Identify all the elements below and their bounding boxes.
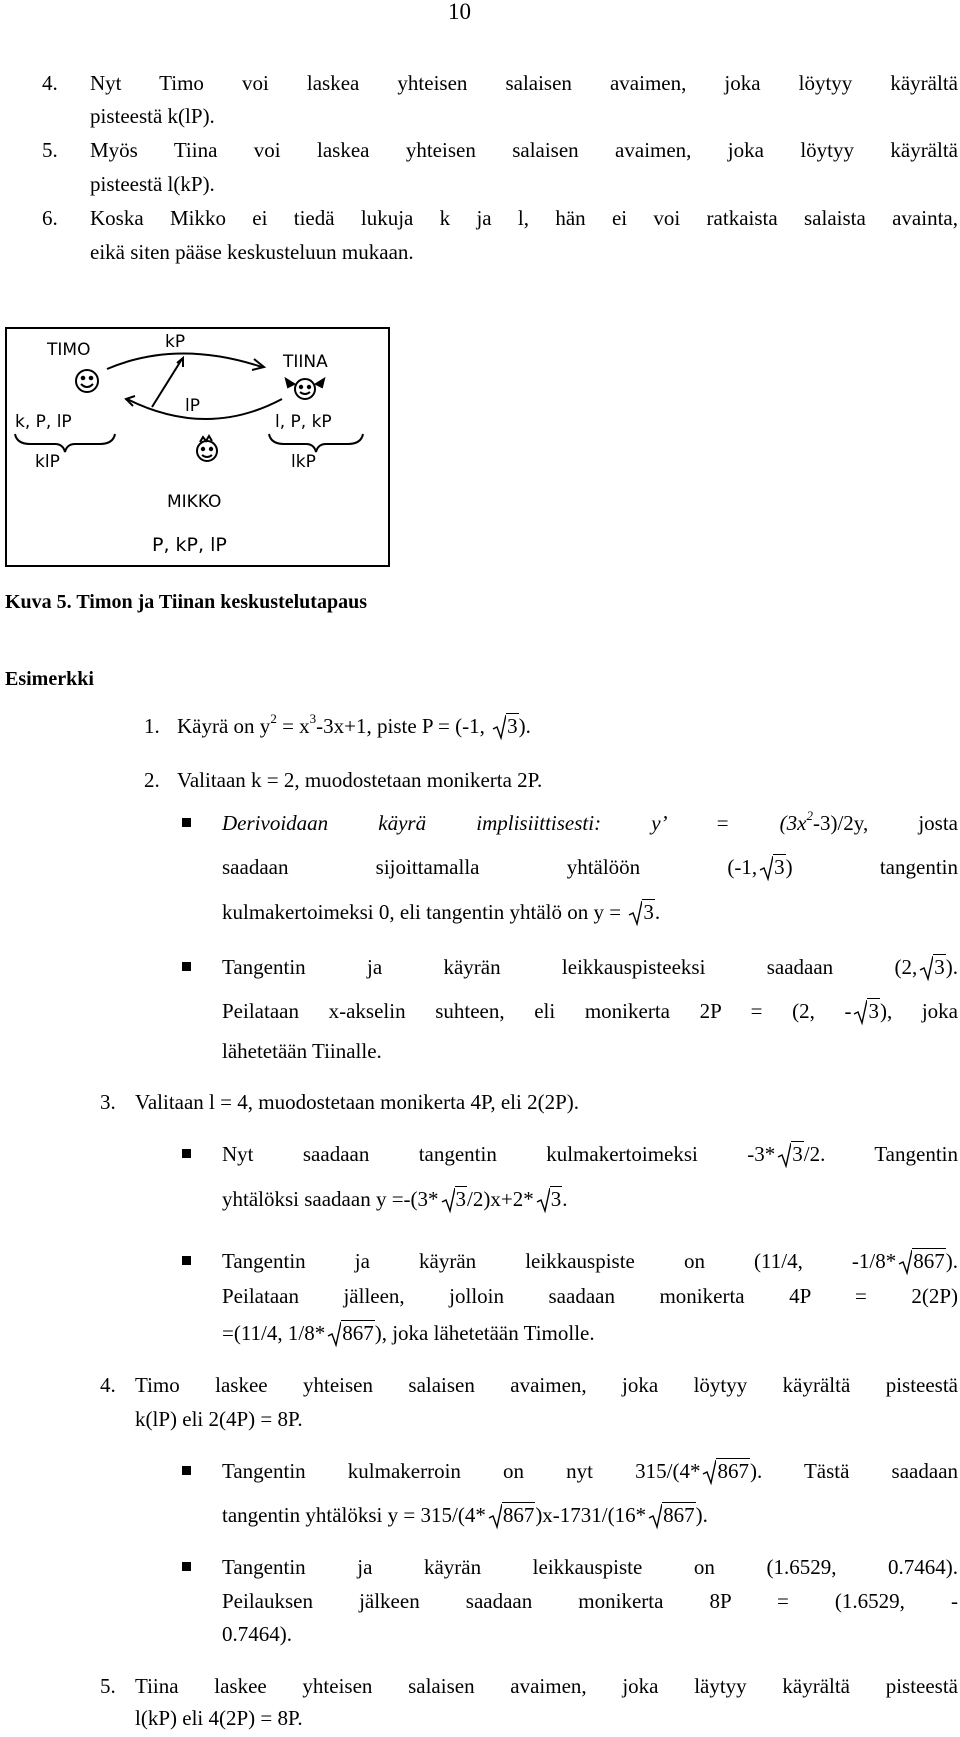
tiina-face-icon [295,379,315,399]
bullet-text: Tangentin ja käyrän leikkauspisteeksi saadaan (2, 3). [222,955,958,979]
tiina-knowledge: l, P, kP [275,412,332,432]
sqrt-symbol: 3 [536,1189,563,1210]
tiina-brace-icon [269,434,363,452]
bullet-text: 0.7464). [222,1622,292,1646]
step-text: Käyrä on $y^2 = x^3-3x+1$, piste P = (-1, 3). [177,711,531,738]
bullet-text: kulmakertoimeksi 0, eli tangentin yhtälö on y = 3. [222,900,661,924]
step-text: Valitaan k = 2, muodostetaan monikerta 2P. [177,768,543,792]
bullet-text: Peilataan jälleen, jolloin saadaan monikerta 4P = 2(2P) [222,1284,958,1308]
step-number: 4. [100,1373,116,1397]
step-number: 5. [100,1674,116,1698]
tiina-label: TIINA [283,352,328,372]
step-number: 1. [144,714,160,738]
bullet-text: Tangentin ja käyrän leikkauspiste on (1.6529, 0.7464). [222,1555,958,1579]
sqrt-symbol: 3 [441,1189,468,1210]
step-number: 2. [144,768,160,792]
figure-sketch [5,327,390,567]
bullet-text: Nyt saadaan tangentin kulmakertoimeksi -3* 3/2. Tangentin [222,1142,958,1166]
timo-face-icon [76,370,98,392]
sqrt-symbol: 867 [702,1461,750,1482]
timo-brace-icon [15,434,115,452]
sqrt-symbol: 867 [488,1505,536,1526]
bullet-icon [182,1562,191,1571]
step-text: Timo laskee yhteisen salaisen avaimen, joka löytyy käyrältä pisteestä [135,1373,958,1397]
bullet-icon [182,962,191,971]
sqrt-symbol: 867 [327,1323,375,1344]
figure-caption: Kuva 5. Timon ja Tiinan keskustelutapaus [5,591,367,613]
lp-label: lP [185,396,200,416]
list-item-text: eikä siten pääse keskusteluun mukaan. [90,240,414,264]
bullet-text: =(11/4, 1/8* 867), joka lähetetään Timolle. [222,1321,595,1345]
bullet-text: lähetetään Tiinalle. [222,1039,382,1063]
sqrt-symbol: 3 [777,1144,804,1165]
step-text: l(kP) eli 4(2P) = 8P. [135,1706,303,1730]
step-text: k(lP) eli 2(4P) = 8P. [135,1407,303,1431]
sqrt-symbol: 3 [492,716,519,737]
list-item-text: pisteestä l(kP). [90,172,215,196]
bullet-text: Peilauksen jälkeen saadaan monikerta 8P = (1.6529, - [222,1589,958,1613]
timo-label: TIMO [47,340,91,360]
mikko-label: MIKKO [167,492,222,512]
sqrt-symbol: 3 [853,1001,880,1022]
bullet-text: Tangentin ja käyrän leikkauspiste on (11/4, -1/8* 867). [222,1249,958,1273]
sqrt-symbol: 3 [759,857,786,878]
bullet-icon [182,1149,191,1158]
bullet-icon [182,1256,191,1265]
step-text: Tiina laskee yhteisen salaisen avaimen, joka läytyy käyrältä pisteestä [135,1674,958,1698]
lp-arrow-icon [127,399,282,419]
bullet-icon [182,818,191,827]
bullet-text: saadaan sijoittamalla yhtälöön (-1, 3) tangentin [222,855,958,879]
list-item-text: Nyt Timo voi laskea yhteisen salaisen avaimen, joka löytyy käyrältä [90,71,958,95]
sqrt-symbol: 3 [628,902,655,923]
bullet-text: tangentin yhtälöksi y = 315/(4* 867)x-1731/(16* 867). [222,1503,708,1527]
key-exchange-sketch [7,329,388,565]
bullet-text: yhtälöksi saadaan y =-(3* 3/2)x+2* 3. [222,1187,568,1211]
example-heading: Esimerkki [5,668,94,690]
list-number: 5. [42,138,58,162]
kp-label: kP [165,332,186,352]
step-text: Valitaan l = 4, muodostetaan monikerta 4P, eli 2(2P). [135,1090,580,1114]
list-number: 6. [42,206,58,230]
list-number: 4. [42,71,58,95]
eavesdrop-arrow-icon [152,359,182,407]
list-item-text: pisteestä k(lP). [90,104,215,128]
timo-knowledge: k, P, lP [15,412,72,432]
step-number: 3. [100,1090,116,1114]
bullet-icon [182,1466,191,1475]
bullet-text: Tangentin kulmakerroin on nyt 315/(4* 867). Tästä saadaan [222,1459,959,1483]
tiina-key: lkP [291,452,316,472]
sqrt-symbol: 867 [648,1505,696,1526]
mikko-knowledge: P, kP, lP [152,534,227,556]
list-item-text: Myös Tiina voi laskea yhteisen salaisen avaimen, joka löytyy käyrältä [90,138,958,162]
kp-arrow-icon [107,353,262,369]
bullet-text: Peilataan x-akselin suhteen, eli monikerta 2P = (2, - 3), joka [222,999,958,1023]
sqrt-symbol: 867 [898,1251,946,1272]
list-item-text: Koska Mikko ei tiedä lukuja k ja l, hän ei voi ratkaista salaista avainta, [90,206,958,230]
timo-key: klP [35,452,60,472]
bullet-text: Derivoidaan käyrä implisiittisesti: y’ = $(3x^2-3)/2y$, josta [222,808,958,835]
page-number: 10 [448,0,471,24]
sqrt-symbol: 3 [919,957,946,978]
